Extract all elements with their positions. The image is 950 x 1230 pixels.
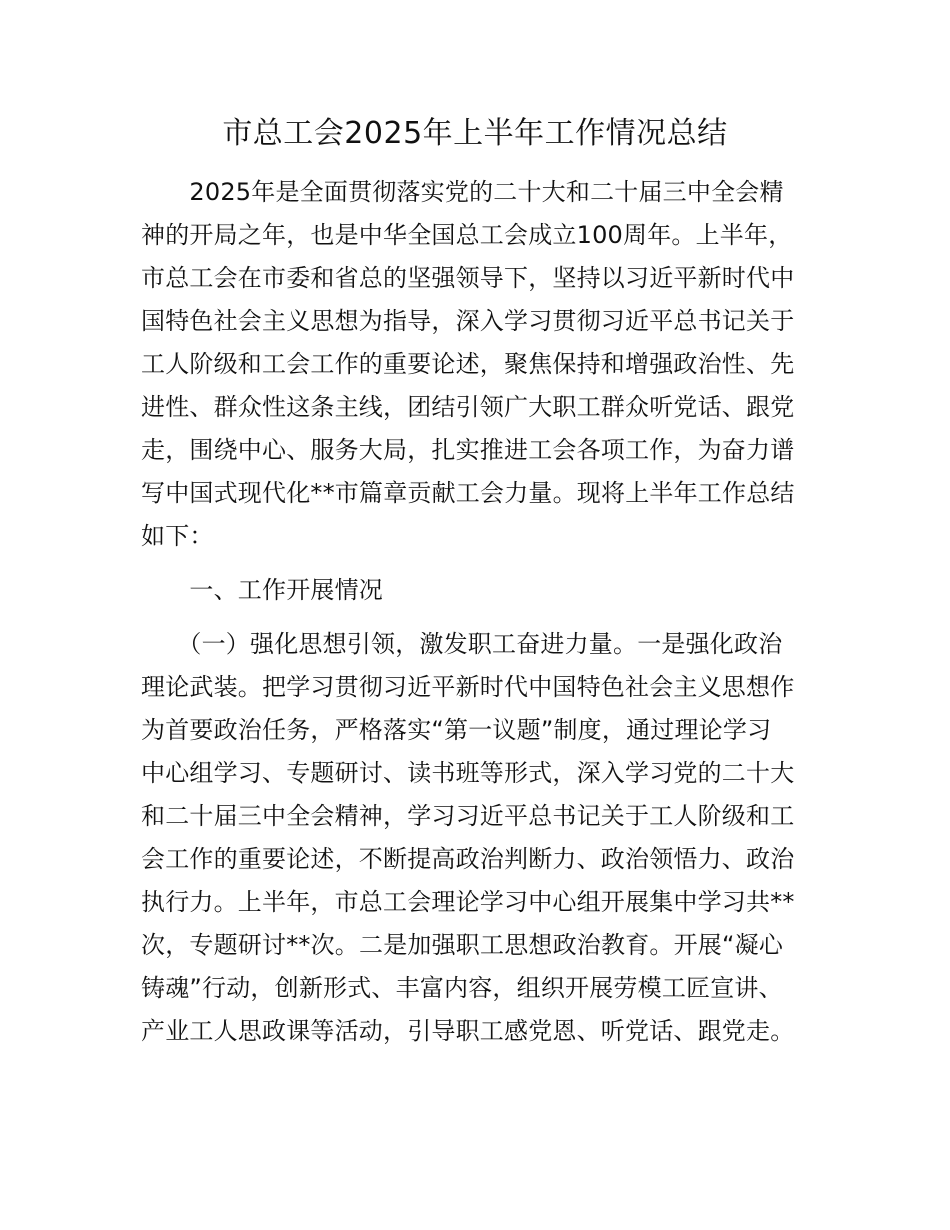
- body-line: 为首要政治任务，严格落实“第一议题”制度，通过理论学习: [141, 716, 772, 744]
- body-line: 进性、群众性这条主线，团结引领广大职工群众听党话、跟党: [141, 393, 795, 421]
- body-line: 工人阶级和工会工作的重要论述，聚焦保持和增强政治性、先: [141, 350, 795, 378]
- body-line: 如下：: [141, 522, 214, 550]
- body-line: （一）强化思想引领，激发职工奋进力量。一是强化政治: [141, 630, 783, 658]
- body-line: 产业工人思政课等活动，引导职工感党恩、听党话、跟党走。: [141, 1017, 795, 1045]
- body-line: 2025年是全面贯彻落实党的二十大和二十届三中全会精: [141, 178, 784, 206]
- body-line: 走，围绕中心、服务大局，扎实推进工会各项工作，为奋力谱: [141, 436, 795, 464]
- body-line: 次，专题研讨**次。二是加强职工思想政治教育。开展“凝心: [141, 931, 784, 959]
- body-line: 写中国式现代化**市篇章贡献工会力量。现将上半年工作总结: [141, 479, 795, 507]
- document-title: 市总工会2025年上半年工作情况总结: [222, 116, 728, 151]
- body-line: 国特色社会主义思想为指导，深入学习贯彻习近平总书记关于: [141, 307, 795, 335]
- body-line: 执行力。上半年，市总工会理论学习中心组开展集中学习共**: [141, 888, 795, 916]
- body-line: 市总工会在市委和省总的坚强领导下，坚持以习近平新时代中: [141, 264, 795, 292]
- body-line: 铸魂”行动，创新形式、丰富内容，组织开展劳模工匠宣讲、: [141, 974, 783, 1002]
- body-line: 理论武装。把学习贯彻习近平新时代中国特色社会主义思想作: [141, 673, 795, 701]
- body-line: 会工作的重要论述，不断提高政治判断力、政治领悟力、政治: [141, 845, 795, 873]
- body-line: 神的开局之年，也是中华全国总工会成立100周年。上半年，: [141, 221, 793, 249]
- section-heading: 一、工作开展情况: [141, 576, 383, 604]
- body-line: 和二十届三中全会精神，学习习近平总书记关于工人阶级和工: [141, 802, 795, 830]
- body-line: 中心组学习、专题研讨、读书班等形式，深入学习党的二十大: [141, 759, 795, 787]
